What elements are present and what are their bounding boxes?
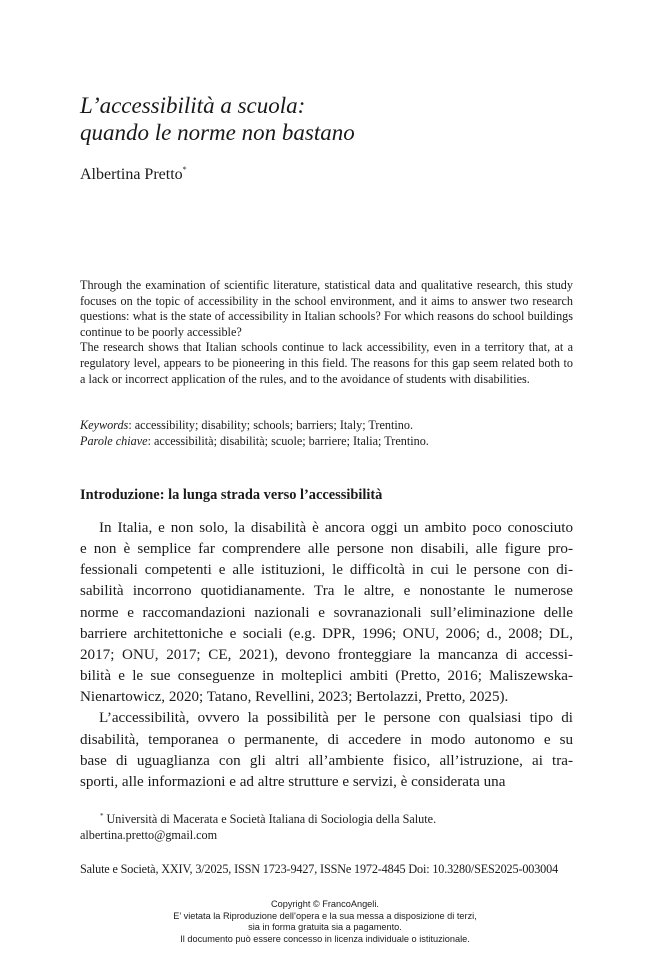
body-line: barriere architettoniche e sociali (e.g. DPR, 1996; ONU, 2006; d., 2008; DL, — [80, 625, 573, 642]
body-line: bilità e le sue conseguenze in molteplici ambiti (Pretto, 2016; Maliszewska- — [80, 668, 573, 685]
abstract — [80, 278, 573, 387]
body-line: L’accessibilità, ovvero la possibilità per le persone con qualsiasi tipo di — [99, 710, 573, 727]
keywords-block — [80, 418, 573, 449]
footnote-affiliation: Università di Macerata e Società Italiana di Sociologia della Salute. — [106, 812, 437, 826]
journal-citation: Salute e Società, XXIV, 3/2025, ISSN 1723-9427, ISSNe 1972-4845 Doi: 10.3280/SES2025-003004 — [80, 862, 559, 876]
author-name: Albertina Pretto — [80, 166, 183, 183]
footnote — [80, 811, 573, 843]
article-title — [80, 92, 580, 146]
abstract-paragraph-2: The research shows that Italian schools continue to lack accessibility, even in a territory that, at a regulatory level, appears to be pioneering in this field. The reasons for this gap seem related both to a lack or incorrect application of the rules, and to the avoidance of students with disabilities. — [80, 340, 573, 386]
body-line: e non è semplice far comprendere alle persone non disabili, alle figure pro- — [80, 541, 573, 558]
keywords-it-label: Parole chiave — [80, 433, 148, 448]
body-text — [80, 518, 573, 793]
footnote-affiliation-line — [80, 811, 573, 827]
copyright-notice — [0, 899, 650, 945]
body-line: 2017; ONU, 2017; CE, 2021), devono fronteggiare la mancanza di accessi- — [80, 646, 573, 663]
body-paragraph-2 — [80, 708, 573, 793]
title-line-2: quando le norme non bastano — [80, 120, 355, 145]
footnote-mark: * — [100, 812, 104, 820]
body-line: In Italia, e non solo, la disabilità è ancora oggi un ambito poco conosciuto — [99, 520, 573, 536]
abstract-paragraph-1: Through the examination of scientific literature, statistical data and qualitative research, this study focuses on the topic of accessibility in the school environment, and it aims to answer two research questions: what is the state of accessibility in Italian schools? For which reasons do school buildings continue to be poorly accessible? — [80, 278, 573, 339]
body-line: disabilità, temporanea o permanente, di accedere in modo autonomo e su — [80, 731, 573, 748]
keywords-en-label: Keywords — [80, 418, 129, 432]
keywords-it-text: : accessibilità; disabilità; scuole; barriere; Italia; Trentino. — [147, 433, 429, 448]
title-line-1: L’accessibilità a scuola: — [80, 93, 306, 118]
keywords-it — [80, 434, 573, 450]
author-footnote-mark: * — [182, 165, 187, 174]
section-heading: Introduzione: la lunga strada verso l’accessibilità — [80, 487, 383, 503]
copyright-line-2: E’ vietata la Riproduzione dell’opera e la sua messa a disposizione di terzi, — [173, 910, 477, 921]
copyright-line-3: sia in forma gratuita sia a pagamento. — [248, 922, 402, 933]
body-line: norme e raccomandazioni nazionali e sovranazionali sull’eliminazione delle — [80, 604, 573, 621]
copyright-line-4: Il documento può essere concesso in licenza individuale o istituzionale. — [180, 933, 470, 944]
body-paragraph-1 — [80, 518, 573, 708]
author-line — [80, 166, 187, 184]
body-line: Nienartowicz, 2020; Tatano, Revellini, 2023; Bertolazzi, Pretto, 2025). — [80, 689, 509, 706]
copyright-line-1: Copyright © FrancoAngeli. — [271, 899, 379, 909]
body-line: sabilità incorrono quotidianamente. Tra le altre, e nonostante le numerose — [80, 583, 573, 600]
footnote-email: albertina.pretto@gmail.com — [80, 828, 218, 842]
keywords-en-text: : accessibility; disability; schools; barriers; Italy; Trentino. — [128, 418, 413, 432]
body-line: fessionali competenti e alle istituzioni, le difficoltà in cui le persone con di- — [80, 562, 573, 579]
body-line: base di uguaglianza con gli altri all’ambiente fisico, all’istruzione, ai tra- — [80, 752, 573, 769]
keywords-en — [80, 418, 573, 434]
body-line: sporti, alle informazioni e ad altre strutture e servizi, è considerata una — [80, 773, 506, 790]
